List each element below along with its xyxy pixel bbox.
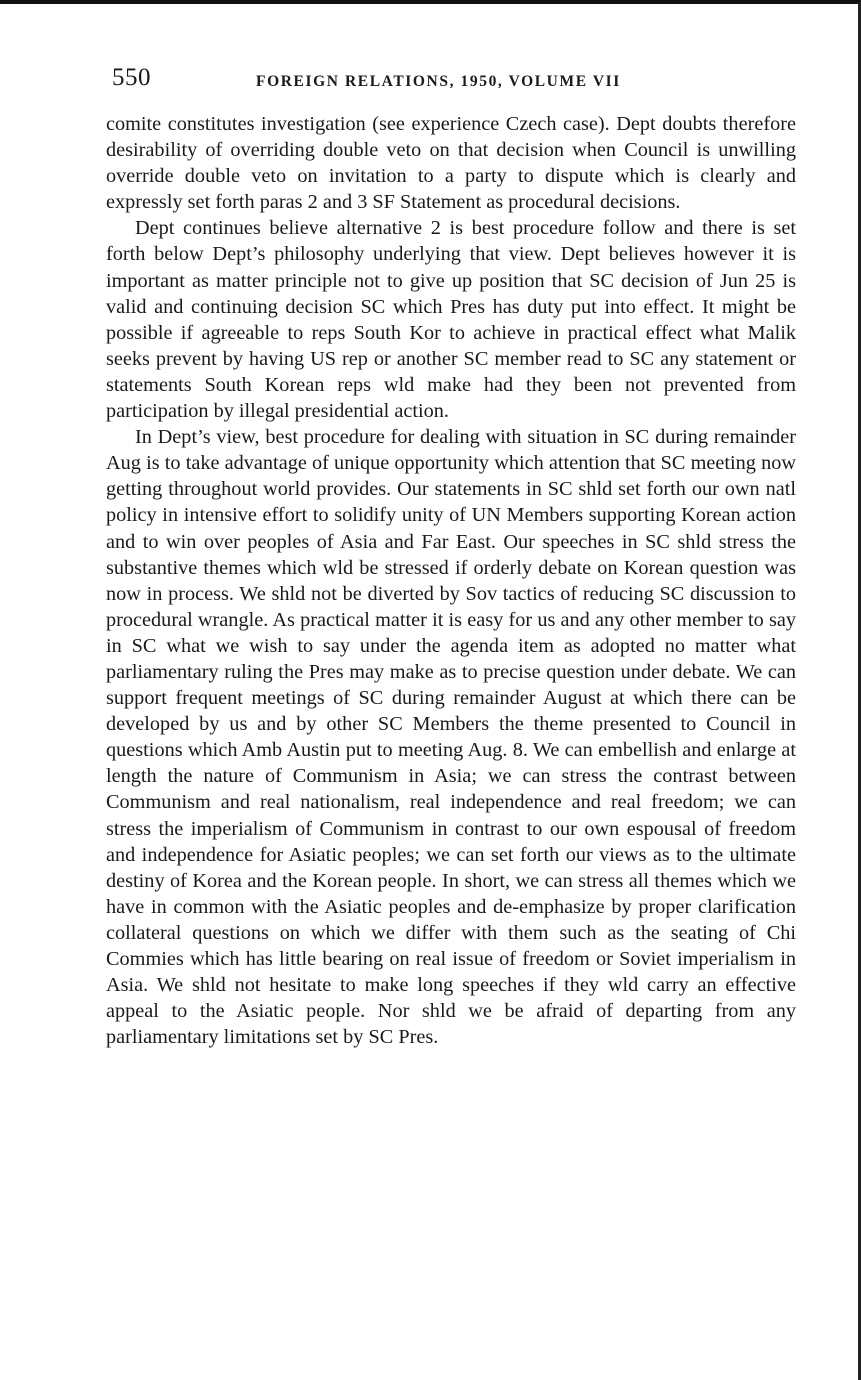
paragraph-best-procedure: In Dept’s view, best procedure for dealing with situation in SC during remainder Aug is to take advantage of unique opportunity which attention that SC meeting now getting throughout world provides. Our statements in SC shld set forth our own natl policy in intensive effort to solidify unity of UN Members supporting Korean action and to win over peoples of Asia and Far East. Our speeches in SC shld stress the substantive themes which wld be stressed if orderly debate on Korean question was now in process. We shld not be diverted by Sov tactics of reducing SC discussion to procedural wrangle. As practical matter it is easy for us and any other member to say in SC what we wish to say under the agenda item as adopted no matter what parliamentary ruling the Pres may make as to precise question under debate. We can support frequent meetings of SC during remainder August at which there can be developed by us and by other SC Members the theme presented to Council in questions which Amb Austin put to meeting Aug. 8. We can embellish and enlarge at length the nature of Communism in Asia; we can stress the contrast between Communism and real nationalism, real independence and real freedom; we can stress the imperialism of Communism in contrast to our own espousal of freedom and independence for Asiatic peoples; we can set forth our views as to the ultimate destiny of Korea and the Korean people. In short, we can stress all themes which we have in common with the Asiatic peoples and de-emphasize by proper clarification collateral questions on which we differ with them such as the seating of Chi Commies which has little bearing on real issue of freedom or Soviet imperialism in Asia. We shld not hesitate to make long speeches if they wld carry an effective appeal to the Asiatic people. Nor shld we be afraid of departing from any parliamentary limitations set by SC Pres. xyxy=(106,426,796,1049)
running-head: FOREIGN RELATIONS, 1950, VOLUME VII xyxy=(256,73,621,90)
page-header xyxy=(112,64,802,96)
paragraph-alternative-2: Dept continues believe alternative 2 is best procedure follow and there is set forth below Dept’s philosophy underlying that view. Dept believes however it is important as matter principle not to give up position that SC decision of Jun 25 is valid and continuing decision SC which Pres has duty put into effect. It might be possible if agreeable to reps South Kor to achieve in practical effect what Malik seeks prevent by having US rep or another SC member read to SC any statement or statements South Korean reps wld make had they been not prevented from participation by illegal presidential action. xyxy=(106,217,796,423)
paragraph-continuation: comite constitutes investigation (see experience Czech case). Dept doubts therefore desirability of overriding double veto on that decision when Council is unwilling override double veto on invitation to a party to dispute which is clearly and expressly set forth paras 2 and 3 SF Statement as procedural decisions. xyxy=(106,113,796,214)
body-text xyxy=(106,111,796,1050)
page-number: 550 xyxy=(112,64,151,91)
